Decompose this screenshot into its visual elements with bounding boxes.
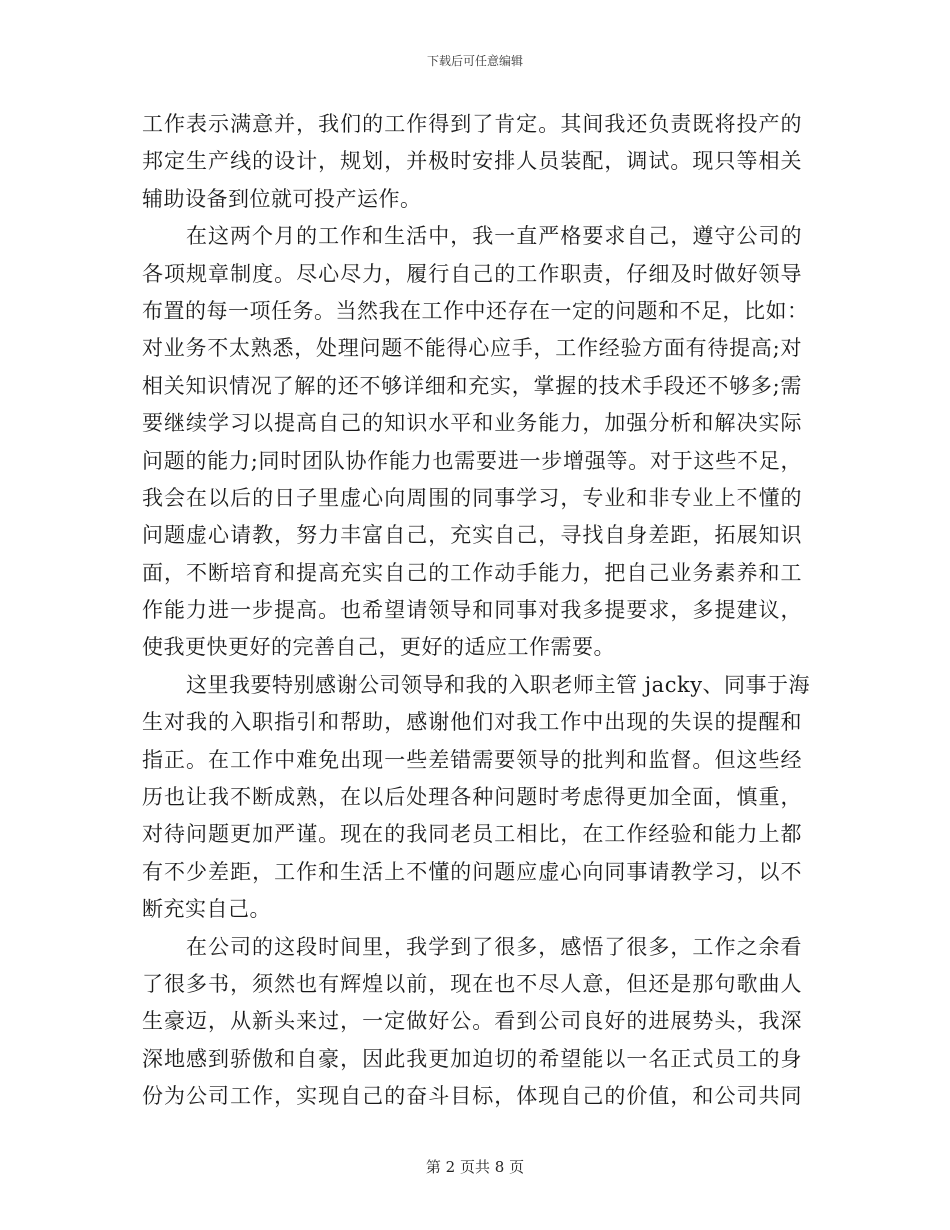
page-header: 下载后可任意编辑 [426,54,523,68]
text-line: 历也让我不断成熟，在以后处理各种问题时考虑得更加全面，慎重， [142,785,802,810]
text-line: 使我更快更好的完善自己，更好的适应工作需要。 [142,635,615,660]
text-line: 在公司的这段时间里，我学到了很多，感悟了很多，工作之余看 [186,934,802,959]
text-line: 对待问题更加严谨。现在的我同老员工相比，在工作经验和能力上都 [142,822,802,847]
text-line: 相关知识情况了解的还不够详细和充实，掌握的技术手段还不够多;需 [142,373,802,398]
text-line: 邦定生产线的设计，规划，并极时安排人员装配，调试。现只等相关 [142,149,802,174]
text-line: 生豪迈，从新头来过，一定做好公。看到公司良好的进展势头，我深 [142,1009,802,1034]
text-line: 这里我要特别感谢公司领导和我的入职老师主管 jacky、同事于海 [186,672,811,697]
text-line: 对业务不太熟悉，处理问题不能得心应手，工作经验方面有待提高;对 [142,336,802,361]
text-line: 断充实自己。 [142,897,271,922]
text-line: 我会在以后的日子里虚心向周围的同事学习，专业和非专业上不懂的 [142,485,802,510]
text-line: 了很多书，须然也有辉煌以前，现在也不尽人意，但还是那句歌曲人 [142,971,802,996]
page-number: 第 2 页共 8 页 [425,1158,525,1176]
text-line: 问题的能力;同时团队协作能力也需要进一步增强等。对于这些不足， [142,448,802,473]
text-line: 问题虚心请教，努力丰富自己，充实自己，寻找自身差距，拓展知识 [142,523,802,548]
text-line: 各项规章制度。尽心尽力，履行自己的工作职责，仔细及时做好领导 [142,261,802,286]
text-line: 生对我的入职指引和帮助，感谢他们对我工作中出现的失误的提醒和 [142,710,802,735]
text-line: 要继续学习以提高自己的知识水平和业务能力，加强分析和解决实际 [142,411,802,436]
text-line: 指正。在工作中难免出现一些差错需要领导的批判和监督。但这些经 [142,747,802,772]
document-body [142,106,811,1116]
text-line: 有不少差距，工作和生活上不懂的问题应虚心向同事请教学习，以不 [142,859,802,884]
text-line: 辅助设备到位就可投产运作。 [142,186,422,211]
text-line: 份为公司工作，实现自己的奋斗目标，体现自己的价值，和公司共同 [142,1084,802,1109]
text-line: 在这两个月的工作和生活中，我一直严格要求自己，遵守公司的 [186,224,802,249]
text-line: 作能力进一步提高。也希望请领导和同事对我多提要求，多提建议， [142,598,802,623]
text-line: 工作表示满意并，我们的工作得到了肯定。其间我还负责既将投产的 [142,112,802,136]
text-line: 布置的每一项任务。当然我在工作中还存在一定的问题和不足，比如： [142,298,809,323]
text-line: 深地感到骄傲和自豪，因此我更加迫切的希望能以一名正式员工的身 [142,1046,802,1071]
text-line: 面，不断培育和提高充实自己的工作动手能力，把自己业务素养和工 [142,560,802,585]
